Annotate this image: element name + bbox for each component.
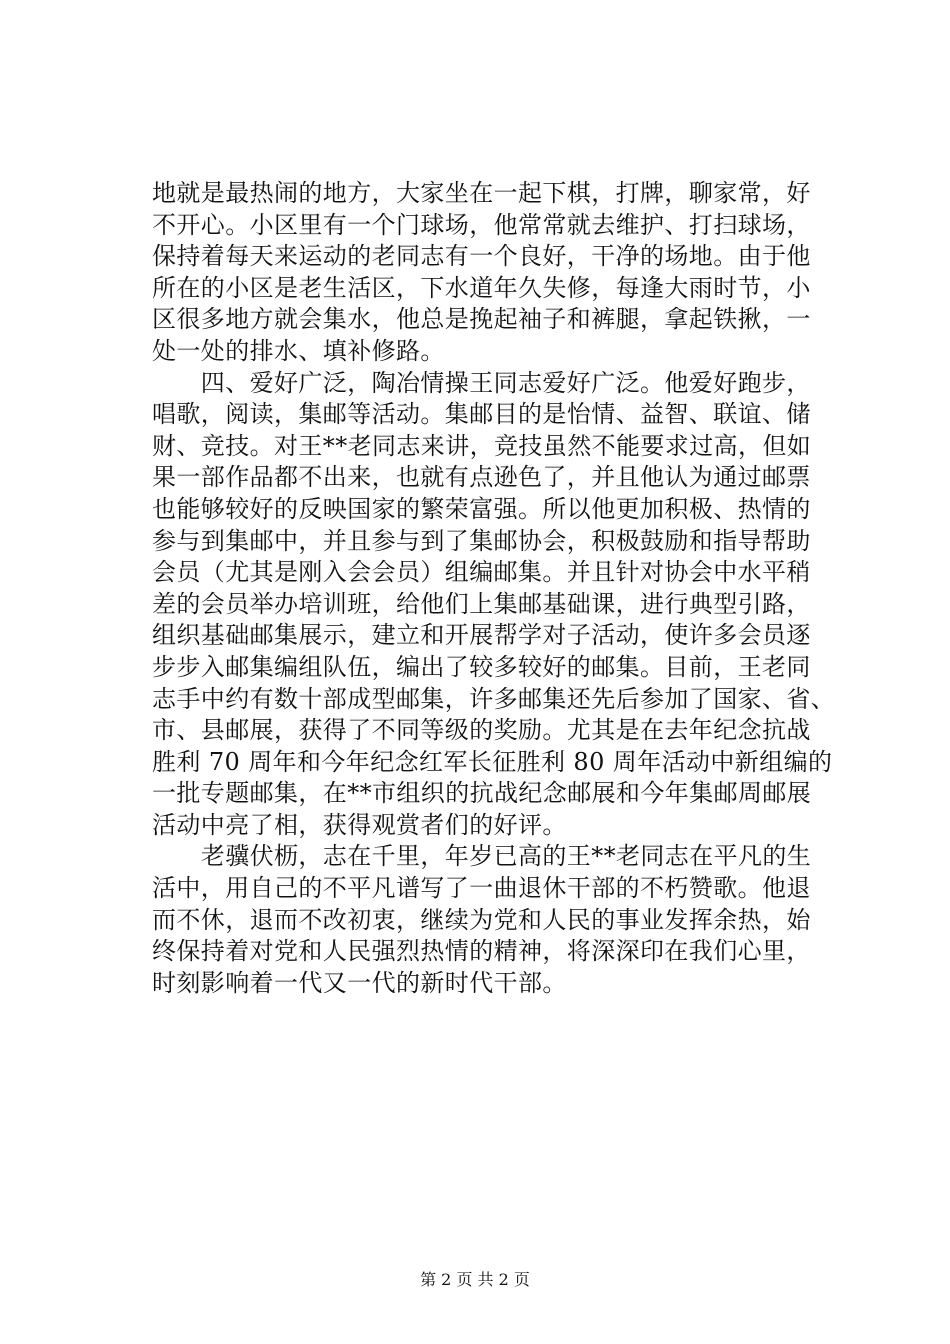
document-body xyxy=(152,178,862,999)
text-line: 一批专题邮集，在**市组织的抗战纪念邮展和今年集邮周邮展 xyxy=(152,779,812,808)
text-line: 参与到集邮中，并且参与到了集邮协会，积极鼓励和指导帮助 xyxy=(152,526,811,555)
text-line: 也能够较好的反映国家的繁荣富强。所以他更加积极、热情的 xyxy=(152,494,811,523)
text-line: 所在的小区是老生活区，下水道年久失修，每逢大雨时节，小 xyxy=(152,273,811,302)
text-line: 会员（尤其是刚入会会员）组编邮集。并且针对协会中水平稍 xyxy=(152,558,811,587)
text-line: 不开心。小区里有一个门球场，他常常就去维护、打扫球场， xyxy=(152,210,811,239)
text-line: 唱歌，阅读，集邮等活动。集邮目的是怡情、益智、联谊、储 xyxy=(152,400,811,429)
page-footer xyxy=(0,1270,950,1290)
text-line: 处一处的排水、填补修路。 xyxy=(152,336,445,365)
text-line: 四、爱好广泛，陶冶情操王同志爱好广泛。他爱好跑步， xyxy=(152,368,811,397)
text-line: 保持着每天来运动的老同志有一个良好，干净的场地。由于他 xyxy=(152,242,811,271)
text-line: 而不休，退而不改初衷，继续为党和人民的事业发挥余热，始 xyxy=(152,905,811,934)
text-line: 市、县邮展，获得了不同等级的奖励。尤其是在去年纪念抗战 xyxy=(152,716,811,745)
text-line: 时刻影响着一代又一代的新时代干部。 xyxy=(152,968,567,997)
text-line: 地就是最热闹的地方，大家坐在一起下棋，打牌，聊家常，好 xyxy=(152,179,811,207)
text-line: 区很多地方就会集水，他总是挽起袖子和裤腿，拿起铁揪，一 xyxy=(152,305,811,334)
text-line: 志手中约有数十部成型邮集，许多邮集还先后参加了国家、省、 xyxy=(152,684,836,713)
text-line: 活中，用自己的不平凡谱写了一曲退休干部的不朽赞歌。他退 xyxy=(152,874,811,903)
text-line: 胜利 70 周年和今年纪念红军长征胜利 80 周年活动中新组编的 xyxy=(152,747,833,776)
page-number: 第 2 页 共 2 页 xyxy=(420,1270,530,1289)
text-line: 老骥伏枥，志在千里，年岁已高的王**老同志在平凡的生 xyxy=(152,842,812,871)
text-line: 活动中亮了相，获得观赏者们的好评。 xyxy=(152,810,567,839)
text-line: 果一部作品都不出来，也就有点逊色了，并且他认为通过邮票 xyxy=(152,463,811,492)
text-line: 差的会员举办培训班，给他们上集邮基础课，进行典型引路， xyxy=(152,589,811,618)
text-line: 终保持着对党和人民强烈热情的精神，将深深印在我们心里， xyxy=(152,937,811,966)
text-line: 财、竞技。对王**老同志来讲，竞技虽然不能要求过高，但如 xyxy=(152,431,812,460)
text-line: 组织基础邮集展示，建立和开展帮学对子活动，使许多会员逐 xyxy=(152,621,811,650)
text-line: 步步入邮集编组队伍，编出了较多较好的邮集。目前，王老同 xyxy=(152,652,811,681)
